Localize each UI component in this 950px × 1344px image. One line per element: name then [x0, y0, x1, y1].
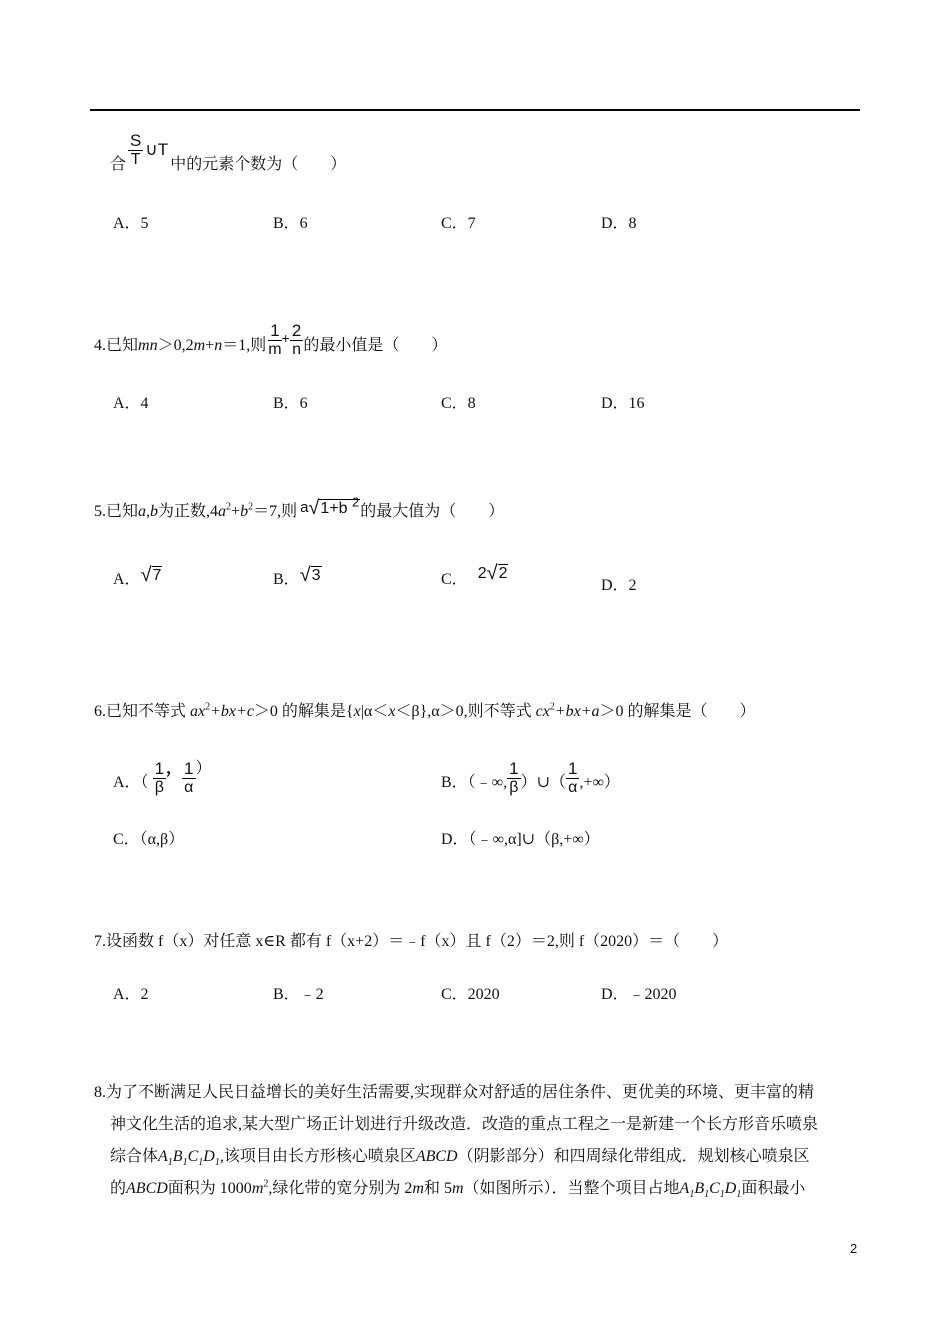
q7-option-c: C．2020 [441, 986, 500, 1003]
q4-option-a: A．4 [113, 395, 149, 412]
q4-fraction-2 [290, 322, 303, 358]
q8-line3-a: 综合体 [110, 1148, 159, 1165]
q5-sqrt-arg [319, 494, 360, 518]
q7-stem-text: 设函数 f（x）对任意 x∈R 都有 f（x+2）＝﹣f（x）且 f（2）＝2,则 f（2020）＝（ ） [106, 933, 729, 950]
q6-opt-a-sep: ， [166, 760, 183, 777]
q8-rect-label: $A_1B_1C_1D_1$ [158, 1148, 220, 1169]
q6-opt-b-f1-num: 1 [509, 759, 519, 778]
q5-stem-c: ＝7,则 [253, 503, 298, 520]
q8-line-4 [94, 1173, 860, 1205]
q8-line4-m2: m [412, 1180, 424, 1197]
q8-line3-c: （阴影部分）和四周绿化带组成．规划核心喷泉区 [457, 1148, 810, 1165]
q6-stem-a: 已知不等式 [106, 703, 187, 720]
q5-expr-arg: 1+b [320, 500, 348, 517]
q3-frac-num: S [130, 131, 142, 150]
page-number: 2 [850, 1241, 858, 1256]
q4-stem-d: 的最小值是（ ） [303, 337, 448, 354]
q8-line4-d: 和 5 [423, 1180, 452, 1197]
q5-stem [94, 490, 504, 524]
sqrt-icon: √ [299, 564, 311, 586]
q4-frac1-den: m [268, 341, 282, 358]
q6-opt-a-f1-num: 1 [154, 759, 165, 778]
q5-plus: + [231, 503, 241, 520]
q5-sqrt [308, 494, 360, 519]
q8-line4-e: （如图所示）．当整个项目占地 [463, 1180, 680, 1197]
q5-exp-2: 2 [248, 501, 254, 513]
q4-stem-b: ＞0,2 [157, 337, 194, 354]
q3-stem [110, 128, 346, 178]
q6-opt-a-f2-num: 1 [184, 759, 194, 778]
q3-option-b: B．6 [273, 215, 308, 232]
q8-line4-a: 的 [110, 1180, 127, 1197]
q5-option-c [441, 562, 508, 590]
q6-stem-d: ＞0 的解集是（ ） [599, 703, 756, 720]
q5-opt-c-coef: 2 [477, 565, 487, 582]
q6-x: x [353, 703, 361, 720]
q6-opt-b-end: ,+∞） [579, 774, 620, 791]
header-rule [90, 109, 860, 111]
q5-a: a [218, 503, 227, 520]
q6-exp-1: 2 [205, 701, 211, 713]
q6-option-c: C．（α,β） [113, 831, 185, 848]
q4-stem [94, 308, 447, 358]
q5-stem-d: 的最大值为（ ） [360, 503, 505, 520]
q5-opt-b-arg: 3 [311, 567, 321, 584]
q7-number: 7. [94, 933, 106, 950]
q5-exp-1: 2 [226, 501, 232, 513]
q8-line4-m3: m [451, 1180, 464, 1197]
q3-union: ∪T [145, 140, 169, 159]
q5-ab: a,b [138, 503, 159, 520]
q6-opt-a-label: A．（ [113, 774, 149, 791]
q4-option-d: D．16 [601, 395, 645, 412]
q8-rect-label-2: $A_1B_1C_1D_1$ [679, 1180, 742, 1201]
q3-option-a: A．5 [113, 215, 149, 232]
q3-prefix: 合 [110, 156, 127, 173]
q7-option-d: D．﹣2020 [601, 986, 677, 1003]
q4-stem-text [94, 332, 266, 358]
q5-opt-a-sqrt [141, 565, 163, 585]
q4-option-b: B．6 [273, 395, 308, 412]
q8-line3-abcd: ABCD [415, 1148, 458, 1165]
q6-number: 6. [94, 703, 106, 720]
q8-line3-b: ,该项目由长方形核心喷泉区 [219, 1148, 416, 1165]
q6-opt-b-f2-num: 1 [567, 759, 578, 778]
q7-option-a: A．2 [113, 986, 149, 1003]
q3-frac-den: T [130, 151, 141, 168]
q8-line4-exp: 2 [263, 1178, 269, 1190]
q3-option-c: C．7 [441, 215, 476, 232]
q8-line-1 [94, 1077, 860, 1109]
q3-suffix: 中的元素个数为（ ） [170, 156, 347, 173]
q4-frac-plus: + [281, 330, 290, 346]
q3-fraction [128, 132, 143, 168]
q8-line4-m: m [251, 1180, 264, 1197]
q6-opt-a-end: ） [195, 760, 212, 777]
q8-line-2: 神文化生活的追求,某大型广场正计划进行升级改造．改造的重点工程之一是新建一个长方形音乐喷泉 [110, 1116, 819, 1133]
q8-paragraph [94, 1077, 860, 1205]
q6-opt-b-f1-den: β [509, 779, 519, 796]
q6-bar: |α＜ [360, 703, 389, 720]
q6-plus-bx: +bx+c [210, 703, 254, 720]
q4-number: 4. [94, 337, 106, 354]
q6-stem [94, 698, 756, 721]
q4-fraction-1 [268, 322, 281, 358]
q8-line4-c: ,绿化带的宽分别为 2 [268, 1180, 413, 1197]
q5-opt-c-arg: 2 [498, 565, 508, 582]
q8-line4-b: 面积为 1000 [167, 1180, 252, 1197]
q8-line4-f: 面积最小 [741, 1180, 806, 1197]
q6-opt-a-f1-den: β [154, 779, 164, 796]
q6-option-d: D．（﹣∞,α]∪（β,+∞） [441, 831, 600, 848]
q5-opt-a-label: A． [113, 571, 141, 588]
q6-opt-b-mid: ）∪（ [520, 774, 566, 791]
q6-option-a [113, 746, 212, 796]
q6-option-b [441, 746, 620, 796]
q8-line-3 [94, 1141, 860, 1173]
q6-opt-b-f2-den: α [568, 779, 578, 796]
q7-option-b: B．﹣2 [273, 986, 324, 1003]
q5-stem-b: 为正数,4 [158, 503, 219, 520]
q5-opt-b-label: B． [273, 571, 300, 588]
q6-stem-b: ＞0 的解集是{ [253, 703, 354, 720]
q6-ax: ax [190, 703, 206, 720]
q8-line1-text: 为了不断满足人民日益增长的美好生活需要,实现群众对舒适的居住条件、更优美的环境、更丰富的精 [106, 1084, 815, 1101]
q5-expression [300, 494, 360, 524]
q5-option-a [113, 566, 162, 590]
q6-plus-bxa: +bx+a [554, 703, 600, 720]
q6-opt-a-frac-1 [153, 760, 166, 796]
q4-mn: mn [138, 337, 158, 354]
q5-expr-a: a [300, 499, 309, 516]
q3-option-d: D．8 [601, 215, 637, 232]
q6-cx: cx [535, 703, 550, 720]
q6-opt-a-f2-den: α [184, 779, 194, 796]
q4-stem-a: 已知 [106, 337, 139, 354]
q6-exp-2: 2 [549, 701, 555, 713]
q6-stem-c: ＜β},α＞0,则不等式 [395, 703, 532, 720]
q6-opt-b-frac-1 [507, 760, 520, 796]
q4-m: m [193, 337, 206, 354]
q6-opt-a-frac-2 [182, 760, 195, 796]
q5-opt-c-label: C． [441, 571, 468, 588]
q4-plus: + [205, 337, 215, 354]
q6-opt-b-label: B．（﹣∞, [441, 774, 508, 791]
q8-line4-abcd: ABCD [126, 1180, 168, 1197]
q4-option-c: C．8 [441, 395, 476, 412]
sqrt-icon: √ [486, 562, 498, 584]
q6-x2: x [388, 703, 396, 720]
q5-option-d: D．2 [601, 577, 637, 594]
q7-stem [94, 928, 728, 951]
sqrt-icon: √ [308, 497, 320, 519]
sqrt-icon: √ [140, 564, 152, 586]
q4-stem-c: ＝1,则 [222, 337, 267, 354]
q5-option-b [273, 566, 322, 590]
q4-frac2-num: 2 [291, 321, 302, 340]
q8-number: 8. [94, 1084, 106, 1101]
q6-opt-b-frac-2 [566, 760, 579, 796]
q5-stem-a: 已知 [106, 503, 139, 520]
q5-opt-b-sqrt [300, 565, 322, 585]
q5-b: b [240, 503, 249, 520]
q5-expr-exp: 2 [352, 494, 360, 510]
q4-n: n [214, 337, 223, 354]
q4-frac2-den: n [292, 341, 302, 358]
q5-opt-c-sqrt [487, 563, 509, 583]
q4-frac1-num: 1 [270, 321, 280, 340]
q5-opt-a-arg: 7 [152, 567, 162, 584]
q5-number: 5. [94, 503, 106, 520]
q5-stem-text [94, 498, 297, 524]
